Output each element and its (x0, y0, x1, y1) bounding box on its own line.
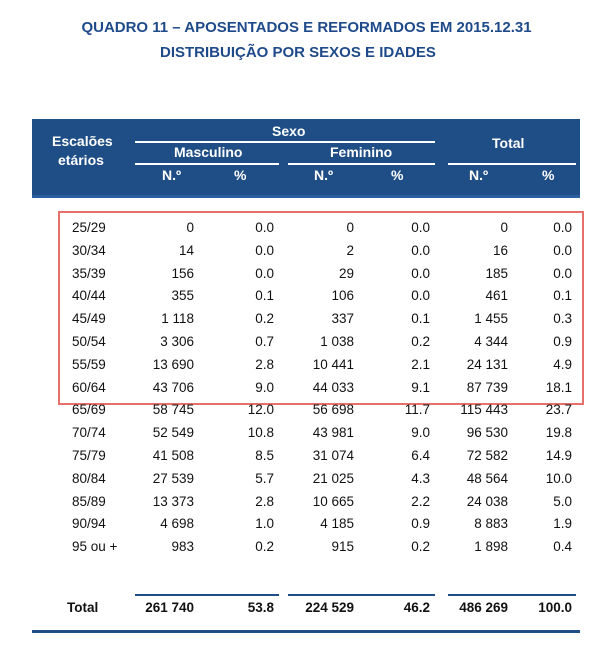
total-no: 48 564 (466, 470, 508, 486)
fem-pct: 0.2 (411, 333, 430, 349)
masc-no: 1 118 (161, 311, 194, 327)
table-row (32, 354, 580, 377)
table-row (32, 217, 580, 240)
table-row (32, 468, 580, 491)
table-row (32, 240, 580, 263)
table-subtitle: DISTRIBUIÇÃO POR SEXOS E IDADES (160, 44, 436, 61)
masc-pct: 12.0 (247, 402, 274, 418)
fem-pct: 0.1 (411, 311, 430, 327)
row-label: 70/74 (72, 425, 106, 441)
masc-no: 13 690 (152, 356, 194, 372)
table-row (32, 377, 580, 400)
totals-total-pct: 100.0 (538, 600, 572, 615)
total-no: 461 (485, 288, 508, 304)
total-pct: 4.9 (553, 356, 572, 372)
table-row (32, 536, 580, 559)
row-label: 95 ou + (72, 539, 118, 555)
row-label: 50/54 (72, 333, 106, 349)
table-row (32, 445, 580, 468)
table-title: QUADRO 11 – APOSENTADOS E REFORMADOS EM 2015.12.31 (81, 19, 532, 36)
masc-no: 0 (186, 220, 194, 235)
masc-pct: 0.0 (255, 220, 274, 235)
total-no: 1 455 (474, 311, 508, 327)
fem-no: 106 (331, 288, 354, 304)
fem-no: 1 038 (320, 333, 354, 349)
row-label: 75/79 (72, 447, 106, 463)
fem-no: 21 025 (312, 470, 354, 486)
table-row (32, 491, 580, 514)
row-label: 55/59 (72, 356, 106, 372)
total-pct: 5.0 (553, 493, 572, 509)
header-fem-no: N.º (314, 167, 334, 183)
total-no: 72 582 (466, 447, 508, 463)
fem-no: 56 698 (312, 402, 354, 418)
totals-masc-pct: 53.8 (247, 600, 274, 615)
masc-no: 983 (171, 539, 194, 555)
header-masc-pct: % (234, 167, 247, 183)
fem-pct: 0.2 (411, 539, 430, 555)
total-no: 24 038 (466, 493, 508, 509)
row-label: 90/94 (72, 516, 106, 532)
fem-pct: 0.0 (411, 242, 430, 258)
header-feminino-rule (288, 163, 435, 165)
fem-no: 29 (338, 265, 354, 281)
header-masc-no: N.º (162, 167, 182, 183)
masc-pct: 9.0 (255, 379, 274, 395)
masc-pct: 2.8 (255, 493, 274, 509)
fem-pct: 0.0 (411, 265, 430, 281)
header-total-rule (448, 163, 576, 165)
fem-no: 4 185 (320, 516, 354, 532)
row-label: 85/89 (72, 493, 106, 509)
row-label: 30/34 (72, 242, 106, 258)
header-total-no: N.º (469, 167, 489, 183)
fem-no: 43 981 (312, 425, 354, 441)
fem-pct: 9.1 (411, 379, 430, 395)
header-feminino: Feminino (330, 144, 393, 160)
masc-no: 13 373 (152, 493, 194, 509)
masc-pct: 1.0 (255, 516, 274, 532)
masc-pct: 0.7 (255, 333, 274, 349)
row-label: 80/84 (72, 470, 106, 486)
total-no: 115 443 (460, 402, 508, 418)
masc-pct: 0.2 (255, 311, 274, 327)
total-no: 8 883 (474, 516, 508, 532)
masc-pct: 0.1 (255, 288, 274, 304)
total-pct: 0.1 (553, 288, 572, 304)
table-header (32, 119, 580, 198)
header-sexo-rule (135, 141, 435, 143)
table-row (32, 308, 580, 331)
fem-pct: 11.7 (404, 402, 430, 418)
total-pct: 18.1 (545, 379, 572, 395)
fem-pct: 4.3 (411, 470, 430, 486)
masc-pct: 0.0 (255, 242, 274, 258)
header-total-pct: % (542, 167, 555, 183)
header-total: Total (492, 135, 525, 151)
fem-no: 10 665 (312, 493, 354, 509)
fem-no: 337 (331, 311, 354, 327)
masc-no: 14 (178, 242, 194, 258)
total-no: 87 739 (466, 379, 508, 395)
row-label: 35/39 (72, 265, 106, 281)
masc-pct: 10.8 (247, 425, 274, 441)
total-pct: 0.0 (553, 220, 572, 235)
total-no: 4 344 (474, 333, 508, 349)
header-etarios: etários (58, 152, 104, 168)
total-no: 0 (500, 220, 508, 235)
masc-pct: 8.5 (255, 447, 274, 463)
fem-pct: 0.0 (411, 220, 430, 235)
bottom-rule (32, 630, 580, 633)
total-no: 1 898 (474, 539, 508, 555)
totals-row (32, 597, 580, 620)
masc-no: 4 698 (160, 516, 194, 532)
row-label: 40/44 (72, 288, 106, 304)
table-row (32, 513, 580, 536)
totals-masc-no: 261 740 (145, 600, 194, 615)
total-pct: 0.0 (553, 265, 572, 281)
total-pct: 23.7 (545, 402, 572, 418)
fem-pct: 2.1 (411, 356, 430, 372)
masc-no: 41 508 (152, 447, 194, 463)
total-pct: 0.9 (553, 333, 572, 349)
masc-no: 156 (171, 265, 194, 281)
row-label: 45/49 (72, 311, 106, 327)
totals-fem-pct: 46.2 (403, 600, 430, 615)
row-label: 25/29 (72, 220, 106, 235)
total-pct: 0.4 (553, 539, 572, 555)
table-row (32, 285, 580, 308)
table-row (32, 263, 580, 286)
row-label: 65/69 (72, 402, 106, 418)
fem-pct: 0.9 (411, 516, 430, 532)
masc-pct: 0.2 (255, 539, 274, 555)
header-escaloes: Escalões (52, 133, 113, 149)
masc-no: 52 549 (152, 425, 194, 441)
fem-pct: 9.0 (411, 425, 430, 441)
total-pct: 19.8 (545, 425, 572, 441)
total-rule-feminino (288, 594, 435, 596)
total-no: 185 (485, 265, 508, 281)
totals-label: Total (67, 600, 99, 615)
total-no: 96 530 (466, 425, 508, 441)
header-fem-pct: % (391, 167, 404, 183)
masc-no: 3 306 (160, 333, 194, 349)
masc-no: 43 706 (152, 379, 194, 395)
total-no: 24 131 (466, 356, 508, 372)
masc-no: 58 745 (152, 402, 194, 418)
fem-pct: 2.2 (411, 493, 430, 509)
total-pct: 10.0 (545, 470, 572, 486)
total-pct: 14.9 (545, 447, 572, 463)
table-row (32, 331, 580, 354)
totals-total-no: 486 269 (459, 600, 508, 615)
fem-no: 44 033 (312, 379, 354, 395)
header-sexo: Sexo (272, 123, 306, 139)
masc-pct: 0.0 (255, 265, 274, 281)
total-pct: 0.3 (553, 311, 572, 327)
fem-pct: 6.4 (411, 447, 430, 463)
total-rule-masculino (135, 594, 279, 596)
fem-no: 0 (346, 220, 354, 235)
total-pct: 1.9 (553, 516, 572, 532)
total-rule-total (448, 594, 576, 596)
masc-no: 355 (171, 288, 194, 304)
table-body (32, 217, 580, 559)
total-pct: 0.0 (553, 242, 572, 258)
row-label: 60/64 (72, 379, 106, 395)
fem-no: 31 074 (312, 447, 354, 463)
fem-no: 10 441 (312, 356, 354, 372)
total-no: 16 (492, 242, 508, 258)
header-masculino-rule (135, 163, 279, 165)
totals-fem-no: 224 529 (305, 600, 354, 615)
table-row (32, 422, 580, 445)
header-masculino: Masculino (174, 144, 243, 160)
masc-pct: 5.7 (255, 470, 274, 486)
fem-no: 915 (331, 539, 354, 555)
fem-no: 2 (346, 242, 354, 258)
masc-pct: 2.8 (255, 356, 274, 372)
masc-no: 27 539 (152, 470, 194, 486)
table-row (32, 399, 580, 422)
fem-pct: 0.0 (411, 288, 430, 304)
totals-section (32, 594, 580, 617)
